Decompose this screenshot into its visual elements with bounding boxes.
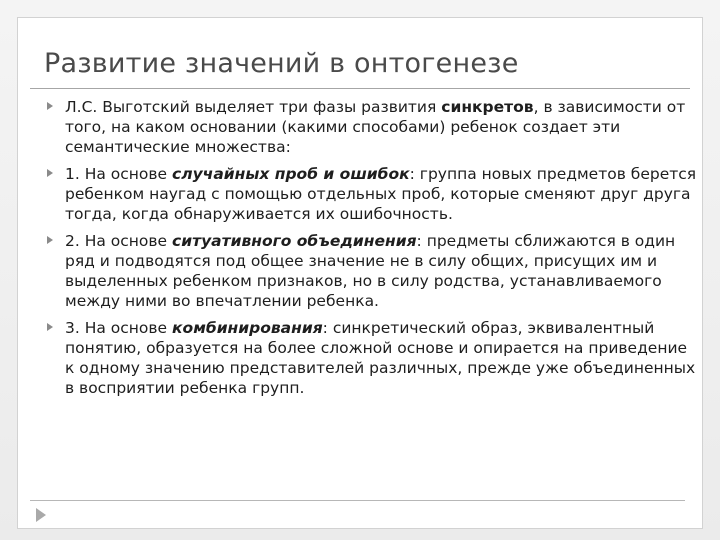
triangle-bullet-icon — [47, 102, 53, 110]
bullet-item-intro — [47, 97, 697, 157]
bullet-text: : группа новых предметов берется ребенком наугад с помощью отдельных проб, которые сменяют друг друга тогда, когда обнаруживается их ошибочность. — [65, 165, 697, 223]
bullet-emphasis: ситуативного объединения — [172, 232, 417, 250]
footer-divider — [30, 500, 685, 501]
triangle-bullet-icon — [47, 169, 53, 177]
slide-title: Развитие значений в онтогенезе — [44, 48, 519, 79]
bullet-list — [47, 97, 697, 405]
bullet-item-phase-3 — [47, 318, 697, 398]
bullet-item-phase-2 — [47, 231, 697, 311]
triangle-bullet-icon — [47, 323, 53, 331]
bullet-text: : предметы сближаются в один ряд и подводятся под общее значение не в силу общих, присущих им и выделенных ребенком признаков, но в силу родства, устанавливаемого между ними во впечатлении ребенка. — [65, 232, 676, 310]
title-divider — [30, 88, 690, 89]
bullet-text: 1. На основе — [65, 165, 173, 183]
bullet-item-phase-1 — [47, 164, 697, 224]
bullet-text: 3. На основе — [65, 319, 173, 337]
bullet-text: Л.С. Выготский выделяет три фазы развития — [65, 98, 442, 116]
footer-triangle-icon — [36, 508, 46, 522]
bullet-emphasis: синкретов — [441, 98, 534, 116]
bullet-text: , в зависимости от того, на каком основании (какими способами) ребенок создает эти семантические множества: — [65, 98, 686, 156]
bullet-emphasis: случайных проб и ошибок — [172, 165, 410, 183]
bullet-emphasis: комбинирования — [172, 319, 323, 337]
bullet-text: : синкретический образ, эквивалентный понятию, образуется на более сложной основе и опирается на приведение к одному значению представителей различных, прежде уже объединенных в восприятии ребенка групп. — [65, 319, 696, 397]
bullet-text: 2. На основе — [65, 232, 173, 250]
triangle-bullet-icon — [47, 236, 53, 244]
